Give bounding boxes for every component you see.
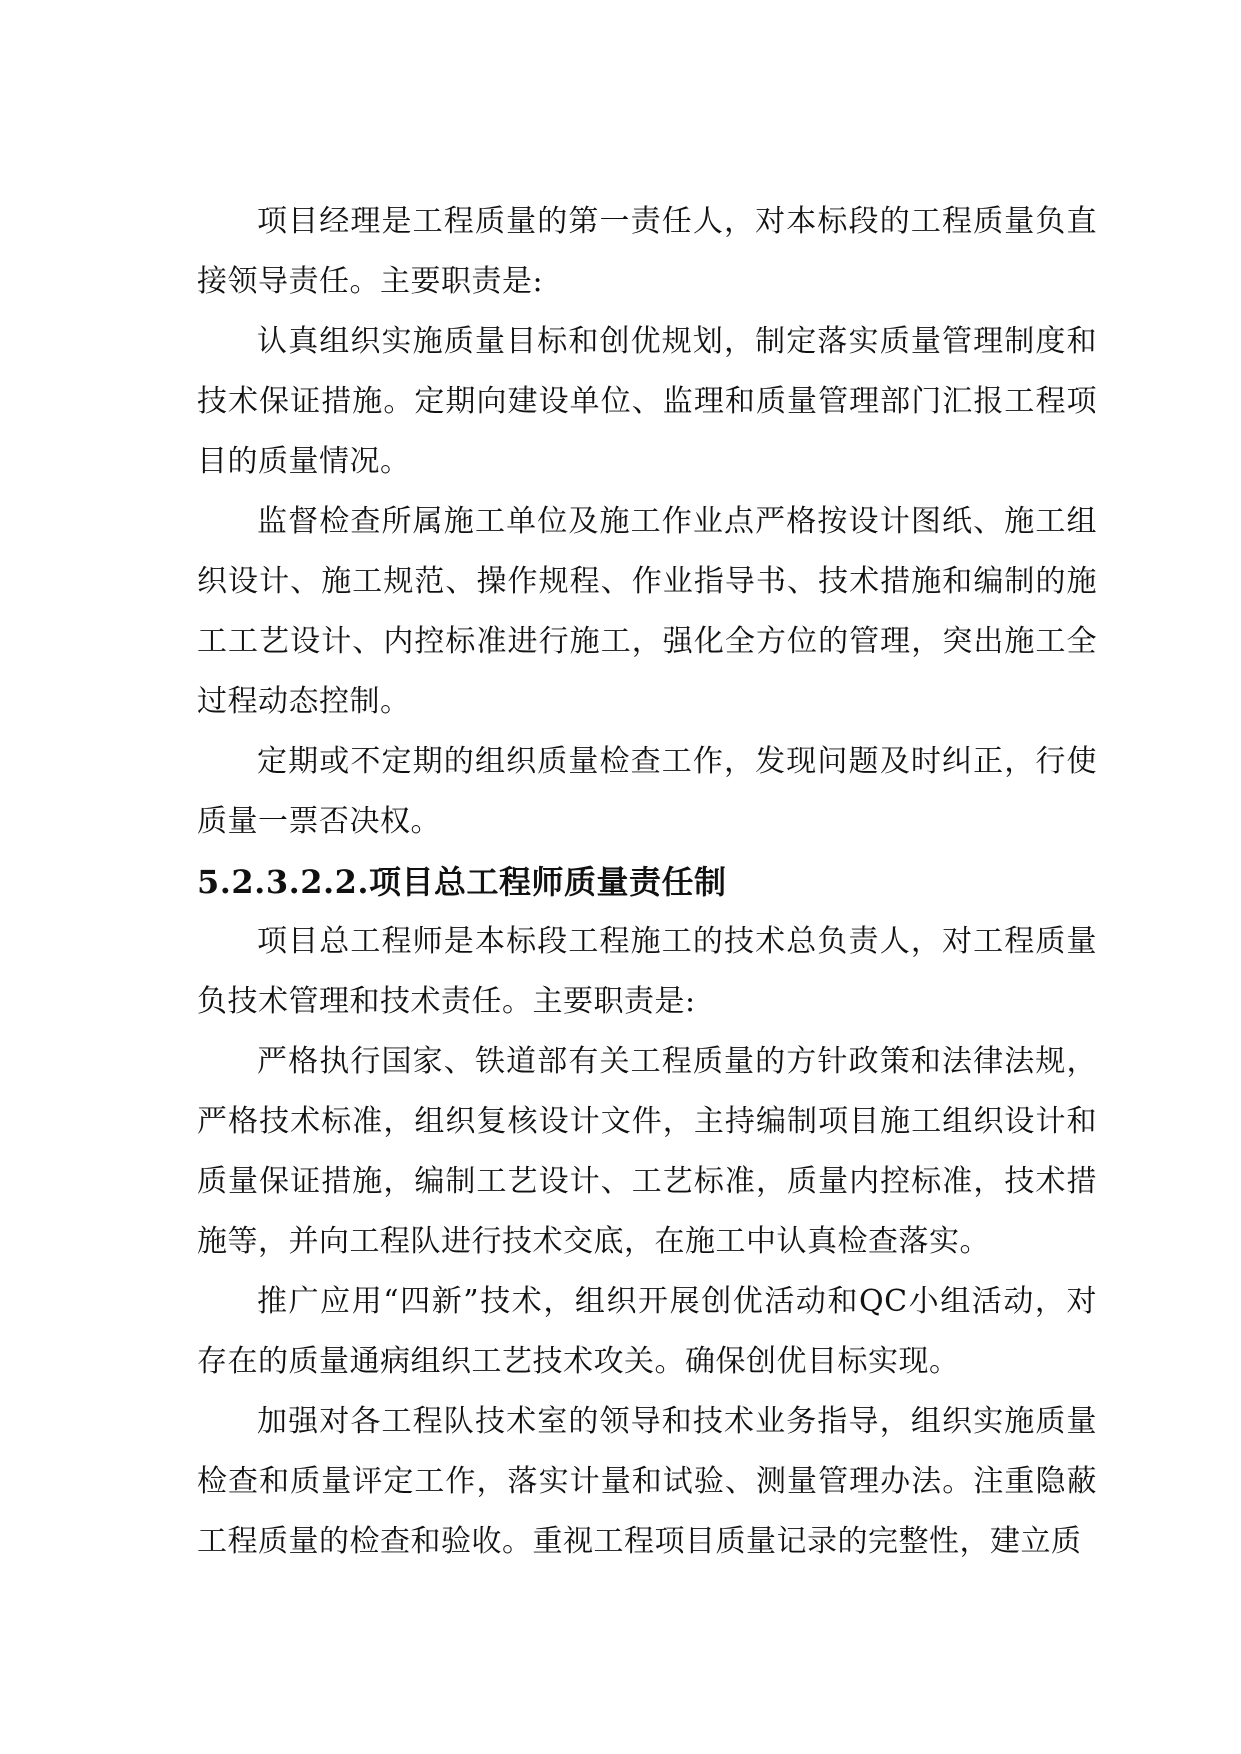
paragraph-innovation: 推广应用“四新”技术，组织开展创优活动和QC小组活动，对存在的质量通病组织工艺技术攻关。确保创优目标实现。 — [197, 1284, 1097, 1379]
document-page — [197, 192, 1097, 1572]
paragraph-inspection: 定期或不定期的组织质量检查工作，发现问题及时纠正，行使质量一票否决权。 — [197, 744, 1097, 839]
paragraph-standards: 严格执行国家、铁道部有关工程质量的方针政策和法律法规，严格技术标准，组织复核设计文件，主持编制项目施工组织设计和质量保证措施，编制工艺设计、工艺标准，质量内控标准，技术措施等，并向工程队进行技术交底，在施工中认真检查落实。 — [197, 1044, 1097, 1259]
paragraph-supervision: 监督检查所属施工单位及施工作业点严格按设计图纸、施工组织设计、施工规范、操作规程、作业指导书、技术措施和编制的施工工艺设计、内控标准进行施工，强化全方位的管理，突出施工全过程动态控制。 — [197, 504, 1097, 719]
paragraph-technical-guidance: 加强对各工程队技术室的领导和技术业务指导，组织实施质量检查和质量评定工作，落实计量和试验、测量管理办法。注重隐蔽工程质量的检查和验收。重视工程项目质量记录的完整性，建立质 — [197, 1404, 1097, 1559]
paragraph-quality-planning: 认真组织实施质量目标和创优规划，制定落实质量管理制度和技术保证措施。定期向建设单位、监理和质量管理部门汇报工程项目的质量情况。 — [197, 324, 1097, 479]
paragraph-chief-engineer-responsibility: 项目总工程师是本标段工程施工的技术总负责人，对工程质量负技术管理和技术责任。主要职责是: — [197, 924, 1097, 1019]
paragraph-pm-responsibility: 项目经理是工程质量的第一责任人，对本标段的工程质量负直接领导责任。主要职责是: — [197, 204, 1097, 299]
section-heading: 5.2.3.2.2.项目总工程师质量责任制 — [197, 863, 727, 901]
